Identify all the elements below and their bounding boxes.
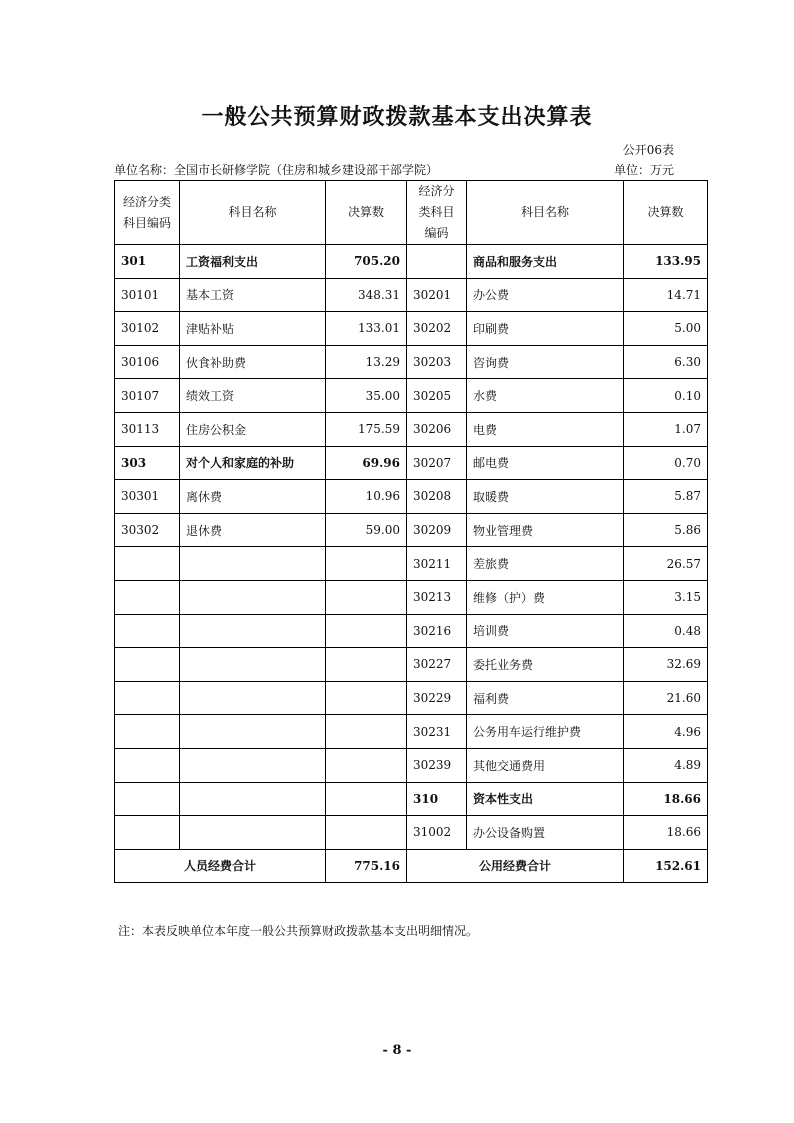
right-amount-cell: 1.07 — [624, 412, 708, 446]
right-name-cell: 培训费 — [467, 614, 624, 648]
right-code-cell: 30202 — [407, 312, 467, 346]
left-name-cell: 工资福利支出 — [180, 245, 326, 279]
form-code: 公开06表 — [622, 143, 674, 157]
left-code-cell: 30302 — [115, 513, 180, 547]
left-amount-cell — [326, 681, 407, 715]
table-row — [115, 648, 708, 682]
table-row — [115, 345, 708, 379]
right-name-cell: 取暖费 — [467, 480, 624, 514]
left-amount-cell — [326, 580, 407, 614]
personnel-total-amount: 775.16 — [326, 849, 407, 883]
right-amount-cell: 6.30 — [624, 345, 708, 379]
footnote: 注：本表反映单位本年度一般公共预算财政拨款基本支出明细情况。 — [118, 924, 479, 938]
right-amount-cell: 5.86 — [624, 513, 708, 547]
left-name-cell — [180, 715, 326, 749]
left-name-cell: 伙食补助费 — [180, 345, 326, 379]
table-row — [115, 782, 708, 816]
right-amount-cell: 5.87 — [624, 480, 708, 514]
table-row — [115, 715, 708, 749]
left-code-cell: 301 — [115, 245, 180, 279]
right-code-cell: 30227 — [407, 648, 467, 682]
left-code-cell: 303 — [115, 446, 180, 480]
left-name-cell — [180, 580, 326, 614]
left-amount-cell: 35.00 — [326, 379, 407, 413]
left-name-cell: 住房公积金 — [180, 412, 326, 446]
left-code-cell: 30101 — [115, 278, 180, 312]
table-row — [115, 278, 708, 312]
right-code-cell: 30206 — [407, 412, 467, 446]
left-name-cell: 津贴补贴 — [180, 312, 326, 346]
right-code-cell: 30231 — [407, 715, 467, 749]
right-code-cell: 30203 — [407, 345, 467, 379]
right-name-cell: 公务用车运行维护费 — [467, 715, 624, 749]
header-right-code: 经济分 类科目 编码 — [407, 181, 467, 245]
left-amount-cell — [326, 782, 407, 816]
left-amount-cell — [326, 748, 407, 782]
right-name-cell: 水费 — [467, 379, 624, 413]
left-code-cell — [115, 648, 180, 682]
table-row — [115, 614, 708, 648]
left-amount-cell: 133.01 — [326, 312, 407, 346]
personnel-total-label: 人员经费合计 — [115, 849, 326, 883]
expenditure-table — [114, 180, 708, 883]
unit-name: 单位名称：全国市长研修学院（住房和城乡建设部干部学院） — [114, 163, 439, 177]
right-name-cell: 物业管理费 — [467, 513, 624, 547]
header-right-amount: 决算数 — [624, 181, 708, 245]
left-code-cell: 30113 — [115, 412, 180, 446]
left-name-cell — [180, 681, 326, 715]
right-name-cell: 维修（护）费 — [467, 580, 624, 614]
right-name-cell: 咨询费 — [467, 345, 624, 379]
left-name-cell: 退休费 — [180, 513, 326, 547]
left-code-cell — [115, 580, 180, 614]
table-row — [115, 379, 708, 413]
left-name-cell — [180, 816, 326, 850]
left-amount-cell — [326, 816, 407, 850]
table-row — [115, 480, 708, 514]
left-amount-cell: 59.00 — [326, 513, 407, 547]
left-code-cell: 30106 — [115, 345, 180, 379]
left-name-cell: 基本工资 — [180, 278, 326, 312]
right-code-cell: 30205 — [407, 379, 467, 413]
left-amount-cell — [326, 648, 407, 682]
left-amount-cell: 175.59 — [326, 412, 407, 446]
left-code-cell — [115, 782, 180, 816]
left-code-cell: 30301 — [115, 480, 180, 514]
left-code-cell — [115, 715, 180, 749]
table-row — [115, 312, 708, 346]
right-name-cell: 其他交通费用 — [467, 748, 624, 782]
left-amount-cell: 69.96 — [326, 446, 407, 480]
right-name-cell: 差旅费 — [467, 547, 624, 581]
header-left-amount: 决算数 — [326, 181, 407, 245]
left-name-cell: 离休费 — [180, 480, 326, 514]
left-name-cell: 对个人和家庭的补助 — [180, 446, 326, 480]
public-total-label: 公用经费合计 — [407, 849, 624, 883]
page-number: - 8 - — [382, 1043, 412, 1058]
right-code-cell: 30209 — [407, 513, 467, 547]
public-total-amount: 152.61 — [624, 849, 708, 883]
table-row — [115, 681, 708, 715]
left-name-cell — [180, 614, 326, 648]
table-row — [115, 748, 708, 782]
right-code-cell: 30213 — [407, 580, 467, 614]
right-code-cell: 30201 — [407, 278, 467, 312]
right-name-cell: 办公费 — [467, 278, 624, 312]
right-amount-cell: 5.00 — [624, 312, 708, 346]
left-amount-cell: 705.20 — [326, 245, 407, 279]
right-amount-cell: 0.70 — [624, 446, 708, 480]
right-amount-cell: 0.48 — [624, 614, 708, 648]
left-name-cell — [180, 782, 326, 816]
table-row — [115, 513, 708, 547]
left-amount-cell — [326, 547, 407, 581]
right-amount-cell: 4.96 — [624, 715, 708, 749]
left-amount-cell: 10.96 — [326, 480, 407, 514]
header-right-name: 科目名称 — [467, 181, 624, 245]
right-amount-cell: 32.69 — [624, 648, 708, 682]
left-code-cell — [115, 748, 180, 782]
right-amount-cell: 14.71 — [624, 278, 708, 312]
right-name-cell: 商品和服务支出 — [467, 245, 624, 279]
header-left-code: 经济分类 科目编码 — [115, 181, 180, 245]
table-row — [115, 816, 708, 850]
right-amount-cell: 18.66 — [624, 816, 708, 850]
left-amount-cell: 348.31 — [326, 278, 407, 312]
left-name-cell — [180, 648, 326, 682]
left-name-cell — [180, 748, 326, 782]
right-code-cell: 30208 — [407, 480, 467, 514]
left-name-cell: 绩效工资 — [180, 379, 326, 413]
right-code-cell: 30207 — [407, 446, 467, 480]
table-row — [115, 547, 708, 581]
right-name-cell: 委托业务费 — [467, 648, 624, 682]
left-code-cell — [115, 547, 180, 581]
totals-row — [115, 849, 708, 883]
table-header-row — [115, 181, 708, 245]
right-name-cell: 资本性支出 — [467, 782, 624, 816]
right-name-cell: 印刷费 — [467, 312, 624, 346]
right-name-cell: 邮电费 — [467, 446, 624, 480]
right-code-cell: 310 — [407, 782, 467, 816]
right-code-cell: 30216 — [407, 614, 467, 648]
right-amount-cell: 26.57 — [624, 547, 708, 581]
right-amount-cell: 21.60 — [624, 681, 708, 715]
left-code-cell: 30107 — [115, 379, 180, 413]
left-name-cell — [180, 547, 326, 581]
right-name-cell: 办公设备购置 — [467, 816, 624, 850]
right-amount-cell: 4.89 — [624, 748, 708, 782]
right-amount-cell: 0.10 — [624, 379, 708, 413]
right-name-cell: 福利费 — [467, 681, 624, 715]
right-amount-cell: 18.66 — [624, 782, 708, 816]
unit-label: 单位：万元 — [613, 163, 674, 177]
table-row — [115, 580, 708, 614]
left-amount-cell — [326, 715, 407, 749]
right-code-cell: 30239 — [407, 748, 467, 782]
header-left-name: 科目名称 — [180, 181, 326, 245]
right-code-cell: 30229 — [407, 681, 467, 715]
right-code-cell: 30211 — [407, 547, 467, 581]
right-amount-cell: 3.15 — [624, 580, 708, 614]
right-code-cell — [407, 245, 467, 279]
right-code-cell: 31002 — [407, 816, 467, 850]
page-title: 一般公共预算财政拨款基本支出决算表 — [201, 104, 593, 130]
left-amount-cell — [326, 614, 407, 648]
left-code-cell — [115, 614, 180, 648]
left-code-cell — [115, 681, 180, 715]
right-name-cell: 电费 — [467, 412, 624, 446]
table-row — [115, 412, 708, 446]
left-code-cell — [115, 816, 180, 850]
right-amount-cell: 133.95 — [624, 245, 708, 279]
left-code-cell: 30102 — [115, 312, 180, 346]
left-amount-cell: 13.29 — [326, 345, 407, 379]
table-row — [115, 446, 708, 480]
unit-row — [114, 161, 674, 178]
table-row — [115, 245, 708, 279]
